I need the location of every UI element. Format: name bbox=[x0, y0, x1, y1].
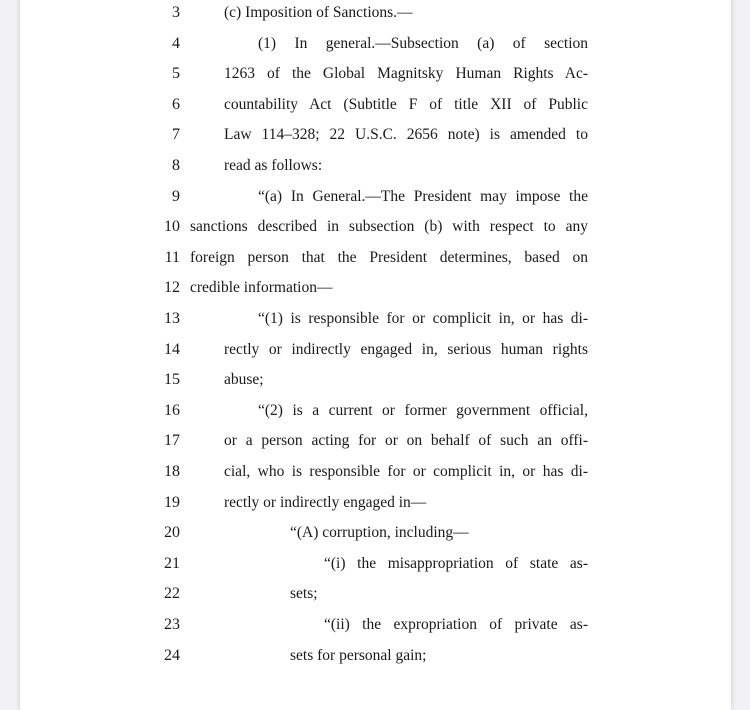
document-line bbox=[0, 612, 750, 643]
line-text: (c) Imposition of Sanctions.— bbox=[224, 4, 413, 21]
line-text: abuse; bbox=[224, 371, 264, 389]
line-number: 11 bbox=[164, 248, 180, 266]
line-text: rectly or indirectly engaged in, serious human rights bbox=[224, 340, 588, 358]
document-line bbox=[0, 643, 750, 674]
line-text: 1263 of the Global Magnitsky Human Rights Ac- bbox=[224, 65, 588, 83]
line-number: 12 bbox=[164, 279, 180, 297]
document-line bbox=[0, 184, 750, 215]
line-text: sets for personal gain; bbox=[290, 646, 427, 664]
line-text: “(ii) the expropriation of private as- bbox=[324, 616, 588, 633]
document-line bbox=[0, 490, 750, 521]
line-number: 21 bbox=[164, 554, 180, 572]
line-number: 20 bbox=[164, 524, 180, 542]
line-text: countability Act (Subtitle F of title XII of Public bbox=[224, 95, 588, 113]
line-number: 7 bbox=[172, 126, 180, 144]
line-text: “(1) is responsible for or complicit in, or has di- bbox=[258, 310, 588, 327]
document-line bbox=[0, 428, 750, 459]
document-line bbox=[0, 153, 750, 184]
document-line bbox=[0, 0, 750, 31]
document-line bbox=[0, 581, 750, 612]
line-text: or a person acting for or on behalf of such an offi- bbox=[224, 432, 588, 450]
line-number: 3 bbox=[172, 4, 180, 21]
document-line bbox=[0, 214, 750, 245]
document-line bbox=[0, 275, 750, 306]
line-number: 8 bbox=[172, 157, 180, 174]
line-number: 19 bbox=[164, 493, 180, 511]
line-text: credible information— bbox=[190, 279, 333, 297]
line-number: 6 bbox=[172, 95, 180, 113]
document-line bbox=[0, 122, 750, 153]
line-number: 22 bbox=[164, 585, 180, 603]
line-text: “(i) the misappropriation of state as- bbox=[324, 554, 588, 572]
line-number: 5 bbox=[172, 65, 180, 83]
line-number: 14 bbox=[164, 340, 180, 358]
document-line bbox=[0, 92, 750, 123]
line-number: 4 bbox=[172, 34, 180, 52]
line-number: 10 bbox=[164, 218, 180, 236]
document-line bbox=[0, 459, 750, 490]
document-line bbox=[0, 337, 750, 368]
document-line bbox=[0, 31, 750, 62]
line-text: read as follows: bbox=[224, 157, 323, 174]
document-line bbox=[0, 61, 750, 92]
line-number: 16 bbox=[164, 401, 180, 419]
document-line bbox=[0, 398, 750, 429]
document-line bbox=[0, 367, 750, 398]
line-text: “(A) corruption, including— bbox=[290, 524, 469, 542]
line-number: 17 bbox=[164, 432, 180, 450]
line-text: foreign person that the President determines, based on bbox=[190, 248, 588, 266]
line-text: rectly or indirectly engaged in— bbox=[224, 493, 427, 511]
line-text: sets; bbox=[290, 585, 318, 603]
line-text: “(a) In General.—The President may impose the bbox=[258, 187, 588, 205]
line-number: 15 bbox=[164, 371, 180, 389]
document-line bbox=[0, 551, 750, 582]
line-text: (1) In general.—Subsection (a) of section bbox=[258, 34, 588, 52]
document-line bbox=[0, 520, 750, 551]
document-line bbox=[0, 306, 750, 337]
line-number: 9 bbox=[172, 187, 180, 205]
line-text: sanctions described in subsection (b) with respect to any bbox=[190, 218, 588, 236]
line-number: 24 bbox=[164, 646, 180, 664]
document-line bbox=[0, 245, 750, 276]
line-number: 23 bbox=[164, 616, 180, 633]
line-number: 13 bbox=[164, 310, 180, 327]
line-text: cial, who is responsible for or complicit in, or has di- bbox=[224, 463, 588, 480]
line-text: Law 114–328; 22 U.S.C. 2656 note) is amended to bbox=[224, 126, 588, 144]
line-text: “(2) is a current or former government official, bbox=[258, 401, 588, 419]
line-number: 18 bbox=[164, 463, 180, 480]
